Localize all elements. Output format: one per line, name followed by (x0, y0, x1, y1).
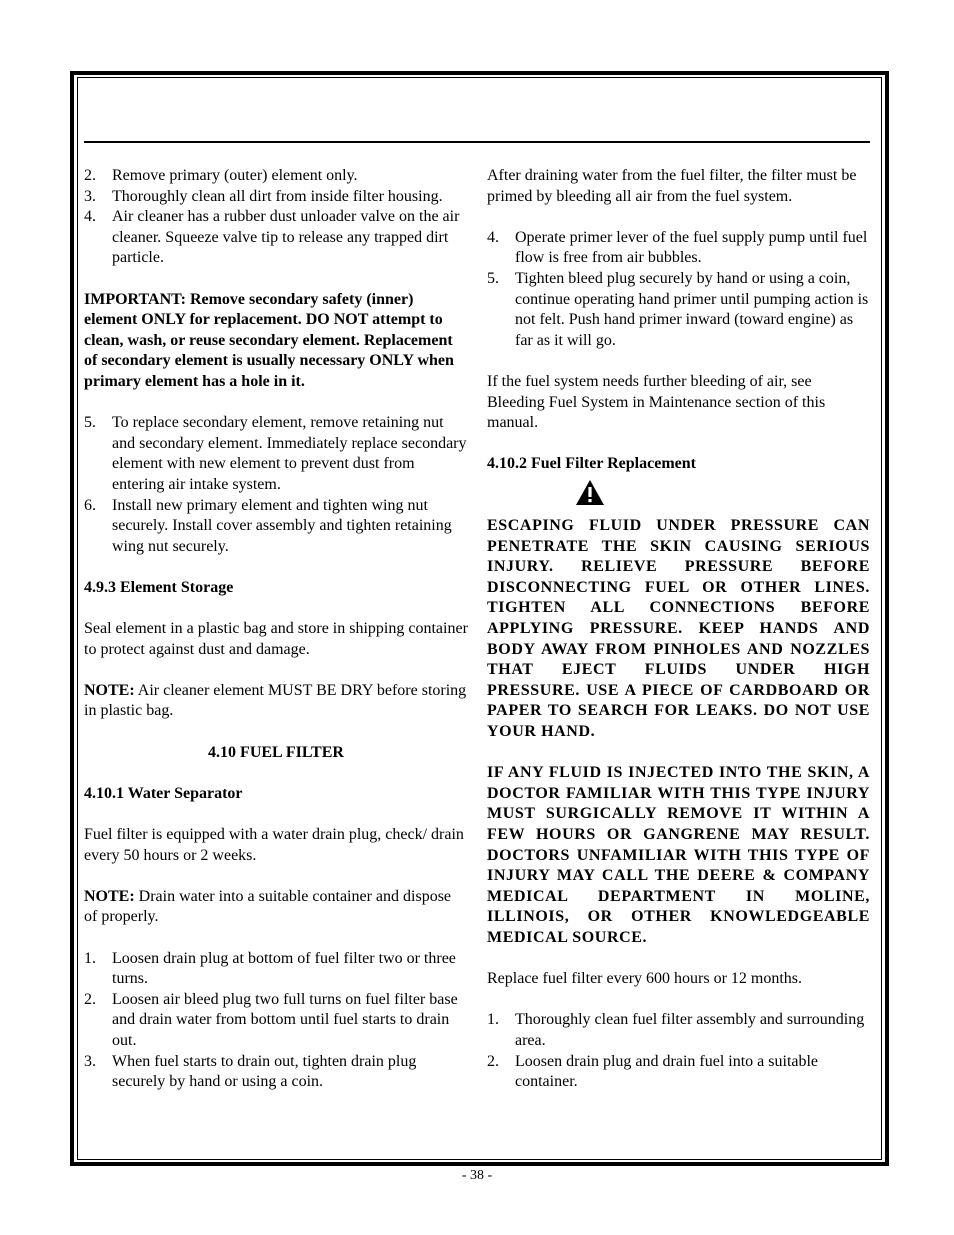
list-item: 3. When fuel starts to drain out, tighten drain plug securely by hand or using a coin. (84, 1052, 417, 1091)
list-item: 4. Operate primer lever of the fuel supply pump until fuel flow is free from air bubbles. (487, 228, 868, 267)
left-column (84, 166, 468, 1093)
list-item: 4. Air cleaner has a rubber dust unloader valve on the air cleaner. Squeeze valve tip to release any trapped dirt particle. (84, 208, 460, 267)
list-item: 1. Loosen drain plug at bottom of fuel filter two or three turns. (84, 949, 456, 988)
water-separator-paragraph: Fuel filter is equipped with a water drain plug, check/ drain every 50 hours or 2 weeks. (84, 826, 464, 864)
section-heading-water-separator: 4.10.1 Water Separator (84, 784, 243, 802)
warning-triangle-icon (575, 479, 605, 506)
important-notice: IMPORTANT: Remove secondary safety (inner) element ONLY for replacement. DO NOT attempt to clean, wash, or reuse secondary element. Replacement of secondary element is usually necessary ONLY when primary element has a hole in it. (84, 290, 454, 390)
section-heading-filter-replacement: 4.10.2 Fuel Filter Replacement (487, 455, 696, 473)
water-drain-steps (84, 949, 468, 1093)
list-item: 2. Loosen drain plug and drain fuel into a suitable container. (487, 1052, 819, 1091)
section-heading-fuel-filter: 4.10 FUEL FILTER (208, 743, 344, 761)
priming-steps (487, 228, 870, 352)
filter-replacement-steps (487, 1010, 870, 1092)
warning-text-medical: IF ANY FLUID IS INJECTED INTO THE SKIN, A DOCTOR FAMILIAR WITH THIS TYPE INJURY MUST SURGICALLY REMOVE IT WITHIN A FEW HOURS OR GANGRENE MAY RESULT. DOCTORS UNFAMILIAR WITH THIS TYPE OF INJURY MAY CALL THE DEERE & COMPANY MEDICAL DEPARTMENT IN MOLINE, ILLINOIS, OR OTHER KNOWLEDGEABLE MEDICAL SOURCE. (487, 764, 870, 946)
list-item: 3. Thoroughly clean all dirt from inside filter housing. (84, 187, 443, 205)
bleeding-paragraph: If the fuel system needs further bleeding of air, see Bleeding Fuel System in Maintenance section of this manual. (487, 372, 826, 432)
note-drain: NOTE: Drain water into a suitable container and dispose of properly. (84, 887, 452, 926)
replace-interval-paragraph: Replace fuel filter every 600 hours or 12 months. (487, 970, 803, 988)
list-item: 2. Loosen air bleed plug two full turns on fuel filter base and drain water from bottom until fuel starts to drain out. (84, 990, 458, 1049)
note-dry: NOTE: Air cleaner element MUST BE DRY before storing in plastic bag. (84, 681, 467, 720)
list-item: 6. Install new primary element and tighten wing nut securely. Install cover assembly and tighten retaining wing nut securely. (84, 496, 452, 555)
air-cleaner-steps (84, 166, 468, 269)
secondary-element-steps (84, 413, 468, 557)
right-column (487, 166, 870, 1093)
priming-paragraph: After draining water from the fuel filter, the filter must be primed by bleeding all air from the fuel system. (487, 167, 857, 205)
page-number: - 38 - (461, 1168, 493, 1183)
list-item: 2. Remove primary (outer) element only. (84, 167, 358, 184)
warning-text: ESCAPING FLUID UNDER PRESSURE CAN PENETRATE THE SKIN CAUSING SERIOUS INJURY. RELIEVE PRESSURE BEFORE DISCONNECTING FUEL OR OTHER LINES. TIGHTEN ALL CONNECTIONS BEFORE APPLYING PRESSURE. KEEP HANDS AND BODY AWAY FROM PINHOLES AND NOZZLES THAT EJECT FLUIDS UNDER HIGH PRESSURE. USE A PIECE OF CARDBOARD OR PAPER TO SEARCH FOR LEAKS. DO NOT USE YOUR HAND. (487, 517, 870, 741)
list-item: 1. Thoroughly clean fuel filter assembly and surrounding area. (487, 1011, 865, 1049)
list-item: 5. To replace secondary element, remove retaining nut and secondary element. Immediately replace secondary element with new element to prevent dust from entering air intake system. (84, 414, 467, 493)
list-item: 5. Tighten bleed plug securely by hand or using a coin, continue operating hand primer until pumping action is not felt. Push hand primer inward (toward engine) as far as it will go. (487, 269, 869, 349)
storage-paragraph: Seal element in a plastic bag and store in shipping container to protect against dust and damage. (84, 620, 468, 658)
header-rule (84, 141, 870, 143)
section-heading-element-storage: 4.9.3 Element Storage (84, 578, 234, 596)
